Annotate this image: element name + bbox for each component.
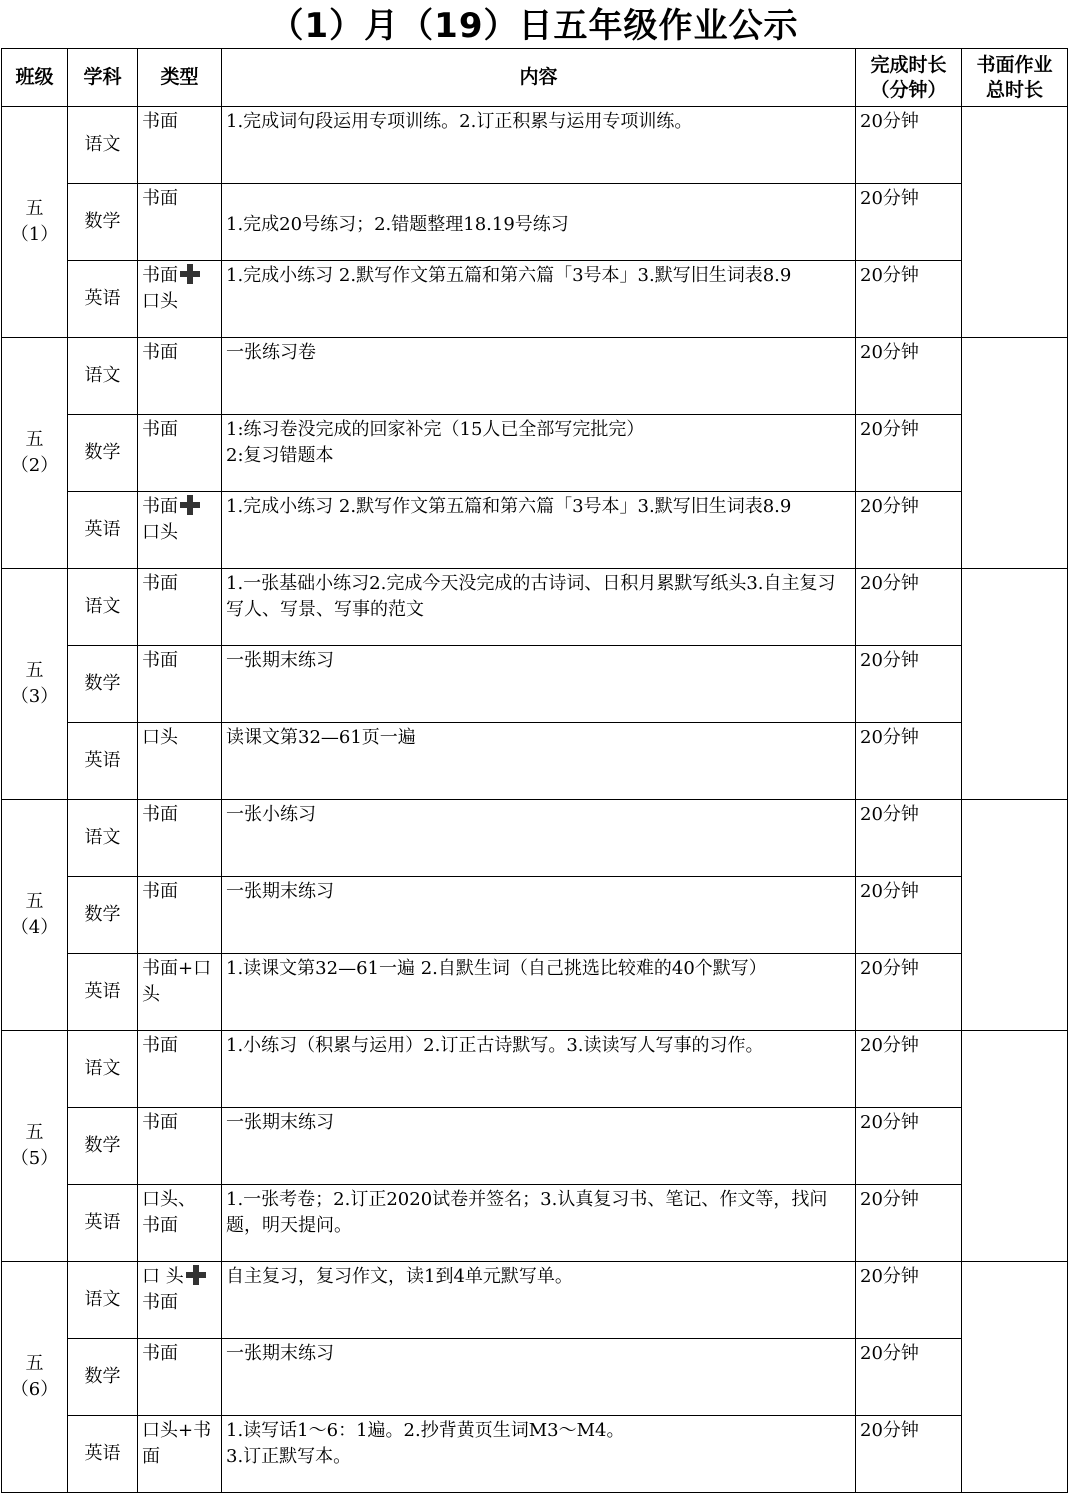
subject-cell: 语文 — [68, 569, 138, 646]
content-cell — [222, 184, 856, 261]
subject-cell: 英语 — [68, 1185, 138, 1262]
type-label: 口 头 — [142, 1266, 184, 1287]
type-label: 书面 — [142, 419, 178, 440]
content-text: 1.读写话1～6：1遍。2.抄背黄页生词M3～M4。 — [226, 1420, 625, 1441]
type-label: 口头 — [142, 727, 178, 748]
subject-cell: 语文 — [68, 107, 138, 184]
class-cell — [2, 107, 68, 338]
header-subject: 学科 — [68, 49, 138, 107]
table-row — [2, 723, 1068, 800]
content-cell — [222, 1031, 856, 1108]
content-text: 读课文第32—61页一遍 — [226, 727, 416, 748]
type-label: 书面 — [142, 881, 178, 902]
type-text — [142, 1264, 218, 1290]
type-cell — [138, 107, 222, 184]
content-cell — [222, 1339, 856, 1416]
class-cell — [2, 1031, 68, 1262]
type-text — [142, 186, 218, 212]
content-cell — [222, 646, 856, 723]
type-label: 口头+书面 — [142, 1420, 212, 1467]
header-row — [2, 49, 1068, 107]
type-cell — [138, 1416, 222, 1493]
content-cell — [222, 415, 856, 492]
content-text: 一张期末练习 — [226, 1343, 334, 1364]
type-label: 书面 — [142, 650, 178, 671]
header-class: 班级 — [2, 49, 68, 107]
type-text — [142, 109, 218, 135]
type-label: 书面 — [142, 188, 178, 209]
content-text: 1.读课文第32—61一遍 2.自默生词（自己挑选比较难的40个默写） — [226, 958, 767, 979]
duration-cell: 20分钟 — [856, 338, 962, 415]
table-row — [2, 1031, 1068, 1108]
content-text: 1:练习卷没完成的回家补完（15人已全部写完批完） — [226, 419, 645, 440]
type-cell — [138, 954, 222, 1031]
class-grade: 五 — [25, 1353, 44, 1374]
subject-cell: 英语 — [68, 492, 138, 569]
header-total-line1: 书面作业 — [976, 53, 1053, 76]
class-grade: 五 — [25, 198, 44, 219]
type-text — [142, 1110, 218, 1136]
class-number: （6） — [10, 1379, 59, 1400]
type-text — [142, 417, 218, 443]
content-cell — [222, 800, 856, 877]
duration-cell: 20分钟 — [856, 569, 962, 646]
type-text — [142, 879, 218, 905]
table-row — [2, 800, 1068, 877]
content-cell — [222, 261, 856, 338]
page-title: （1）月（19）日五年级作业公示 — [269, 6, 799, 46]
subject-cell: 英语 — [68, 1416, 138, 1493]
type-text — [142, 289, 218, 315]
duration-cell: 20分钟 — [856, 492, 962, 569]
duration-cell: 20分钟 — [856, 954, 962, 1031]
type-label: 口头、 — [142, 1189, 196, 1210]
table-row — [2, 1416, 1068, 1493]
class-number: （3） — [10, 686, 59, 707]
type-text — [142, 340, 218, 366]
content-cell — [222, 1416, 856, 1493]
class-cell — [2, 338, 68, 569]
subject-cell: 数学 — [68, 415, 138, 492]
table-row — [2, 877, 1068, 954]
duration-cell: 20分钟 — [856, 1108, 962, 1185]
header-duration — [856, 49, 962, 107]
type-label: 书面 — [142, 804, 178, 825]
type-label: 书面 — [142, 1215, 178, 1236]
type-label: 书面 — [142, 496, 178, 517]
table-row — [2, 569, 1068, 646]
table-body — [2, 107, 1068, 1493]
duration-cell: 20分钟 — [856, 646, 962, 723]
type-label: 书面 — [142, 573, 178, 594]
subject-cell: 语文 — [68, 1262, 138, 1339]
type-text — [142, 263, 218, 289]
type-label: 口头 — [142, 291, 178, 312]
content-text: 1.小练习（积累与运用）2.订正古诗默写。3.读读写人写事的习作。 — [226, 1035, 764, 1056]
type-text — [142, 494, 218, 520]
plus-icon — [180, 264, 200, 284]
type-label: 书面 — [142, 1343, 178, 1364]
subject-cell: 语文 — [68, 1031, 138, 1108]
content-text: 1.一张基础小练习2.完成今天没完成的古诗词、日积月累默写纸头3.自主复习写人、写景、写事的范文 — [226, 573, 836, 620]
subject-cell: 数学 — [68, 1108, 138, 1185]
type-cell — [138, 1339, 222, 1416]
type-text — [142, 1187, 218, 1213]
content-text: 一张练习卷 — [226, 342, 316, 363]
total-duration-cell — [962, 1031, 1068, 1262]
header-type: 类型 — [138, 49, 222, 107]
type-cell — [138, 646, 222, 723]
plus-icon — [186, 1265, 206, 1285]
duration-cell: 20分钟 — [856, 184, 962, 261]
class-number: （1） — [10, 224, 59, 245]
table-row — [2, 492, 1068, 569]
class-number: （2） — [10, 455, 59, 476]
content-text: 1.完成20号练习；2.错题整理18.19号练习 — [226, 214, 569, 235]
content-text: 1.一张考卷；2.订正2020试卷并签名；3.认真复习书、笔记、作文等，找问题，明天提问。 — [226, 1189, 828, 1236]
content-text: 一张期末练习 — [226, 881, 334, 902]
type-text — [142, 725, 218, 751]
content-text: 1.完成词句段运用专项训练。2.订正积累与运用专项训练。 — [226, 111, 693, 132]
class-cell — [2, 569, 68, 800]
content-text: 自主复习，复习作文，读1到4单元默写单。 — [226, 1266, 573, 1287]
type-cell — [138, 877, 222, 954]
duration-cell: 20分钟 — [856, 415, 962, 492]
type-label: 书面 — [142, 265, 178, 286]
subject-cell: 语文 — [68, 338, 138, 415]
duration-cell: 20分钟 — [856, 107, 962, 184]
content-cell — [222, 569, 856, 646]
table-row — [2, 1108, 1068, 1185]
class-grade: 五 — [25, 429, 44, 450]
type-label: 书面 — [142, 1035, 178, 1056]
class-cell — [2, 800, 68, 1031]
content-text — [226, 186, 852, 212]
type-text — [142, 1290, 218, 1316]
subject-cell: 语文 — [68, 800, 138, 877]
type-text — [142, 520, 218, 546]
duration-cell: 20分钟 — [856, 261, 962, 338]
type-cell — [138, 723, 222, 800]
header-total — [962, 49, 1068, 107]
type-cell — [138, 415, 222, 492]
class-grade: 五 — [25, 660, 44, 681]
class-grade: 五 — [25, 1122, 44, 1143]
class-grade: 五 — [25, 891, 44, 912]
type-text — [142, 956, 218, 1008]
type-cell — [138, 569, 222, 646]
content-text: 1.完成小练习 2.默写作文第五篇和第六篇「3号本」3.默写旧生词表8.9 — [226, 496, 792, 517]
type-text — [142, 802, 218, 828]
content-cell — [222, 877, 856, 954]
type-label: 书面 — [142, 342, 178, 363]
total-duration-cell — [962, 800, 1068, 1031]
content-cell — [222, 492, 856, 569]
content-cell — [222, 723, 856, 800]
content-cell — [222, 1262, 856, 1339]
content-cell — [222, 1108, 856, 1185]
subject-cell: 英语 — [68, 954, 138, 1031]
type-cell — [138, 1031, 222, 1108]
duration-cell: 20分钟 — [856, 1339, 962, 1416]
type-label: 书面+口头 — [142, 958, 212, 1005]
type-cell — [138, 1108, 222, 1185]
table-row — [2, 646, 1068, 723]
content-text: 一张期末练习 — [226, 650, 334, 671]
content-cell — [222, 1185, 856, 1262]
content-cell — [222, 338, 856, 415]
type-cell — [138, 1185, 222, 1262]
total-duration-cell — [962, 1262, 1068, 1493]
total-duration-cell — [962, 338, 1068, 569]
type-cell — [138, 1262, 222, 1339]
subject-cell: 数学 — [68, 184, 138, 261]
content-cell — [222, 954, 856, 1031]
type-cell — [138, 338, 222, 415]
type-text — [142, 1033, 218, 1059]
subject-cell: 数学 — [68, 1339, 138, 1416]
table-row — [2, 1339, 1068, 1416]
table-row — [2, 261, 1068, 338]
table-row — [2, 184, 1068, 261]
type-cell — [138, 261, 222, 338]
table-row — [2, 107, 1068, 184]
class-cell — [2, 1262, 68, 1493]
type-label: 书面 — [142, 1112, 178, 1133]
type-text — [142, 1418, 218, 1470]
duration-cell: 20分钟 — [856, 1262, 962, 1339]
type-label: 书面 — [142, 1292, 178, 1313]
subject-cell: 数学 — [68, 646, 138, 723]
duration-cell: 20分钟 — [856, 877, 962, 954]
subject-cell: 数学 — [68, 877, 138, 954]
total-duration-cell — [962, 569, 1068, 800]
homework-table — [1, 48, 1068, 1493]
type-text — [142, 1341, 218, 1367]
header-content: 内容 — [222, 49, 856, 107]
class-number: （5） — [10, 1148, 59, 1169]
content-text: 1.完成小练习 2.默写作文第五篇和第六篇「3号本」3.默写旧生词表8.9 — [226, 265, 792, 286]
type-text — [142, 571, 218, 597]
header-duration-line2: （分钟） — [870, 78, 947, 101]
table-row — [2, 338, 1068, 415]
type-label: 书面 — [142, 111, 178, 132]
type-label: 口头 — [142, 522, 178, 543]
duration-cell: 20分钟 — [856, 723, 962, 800]
table-row — [2, 1262, 1068, 1339]
content-cell — [222, 107, 856, 184]
type-text — [142, 1213, 218, 1239]
type-cell — [138, 184, 222, 261]
duration-cell: 20分钟 — [856, 1031, 962, 1108]
type-cell — [138, 800, 222, 877]
table-row — [2, 954, 1068, 1031]
subject-cell: 英语 — [68, 261, 138, 338]
table-row — [2, 1185, 1068, 1262]
duration-cell: 20分钟 — [856, 800, 962, 877]
total-duration-cell — [962, 107, 1068, 338]
duration-cell: 20分钟 — [856, 1416, 962, 1493]
type-cell — [138, 492, 222, 569]
content-text: 3.订正默写本。 — [226, 1446, 352, 1467]
content-text: 一张期末练习 — [226, 1112, 334, 1133]
header-duration-line1: 完成时长 — [870, 53, 947, 76]
content-text: 一张小练习 — [226, 804, 316, 825]
header-total-line2: 总时长 — [985, 78, 1043, 101]
duration-cell: 20分钟 — [856, 1185, 962, 1262]
plus-icon — [180, 495, 200, 515]
table-row — [2, 415, 1068, 492]
class-number: （4） — [10, 917, 59, 938]
subject-cell: 英语 — [68, 723, 138, 800]
type-text — [142, 648, 218, 674]
content-text: 2:复习错题本 — [226, 445, 334, 466]
